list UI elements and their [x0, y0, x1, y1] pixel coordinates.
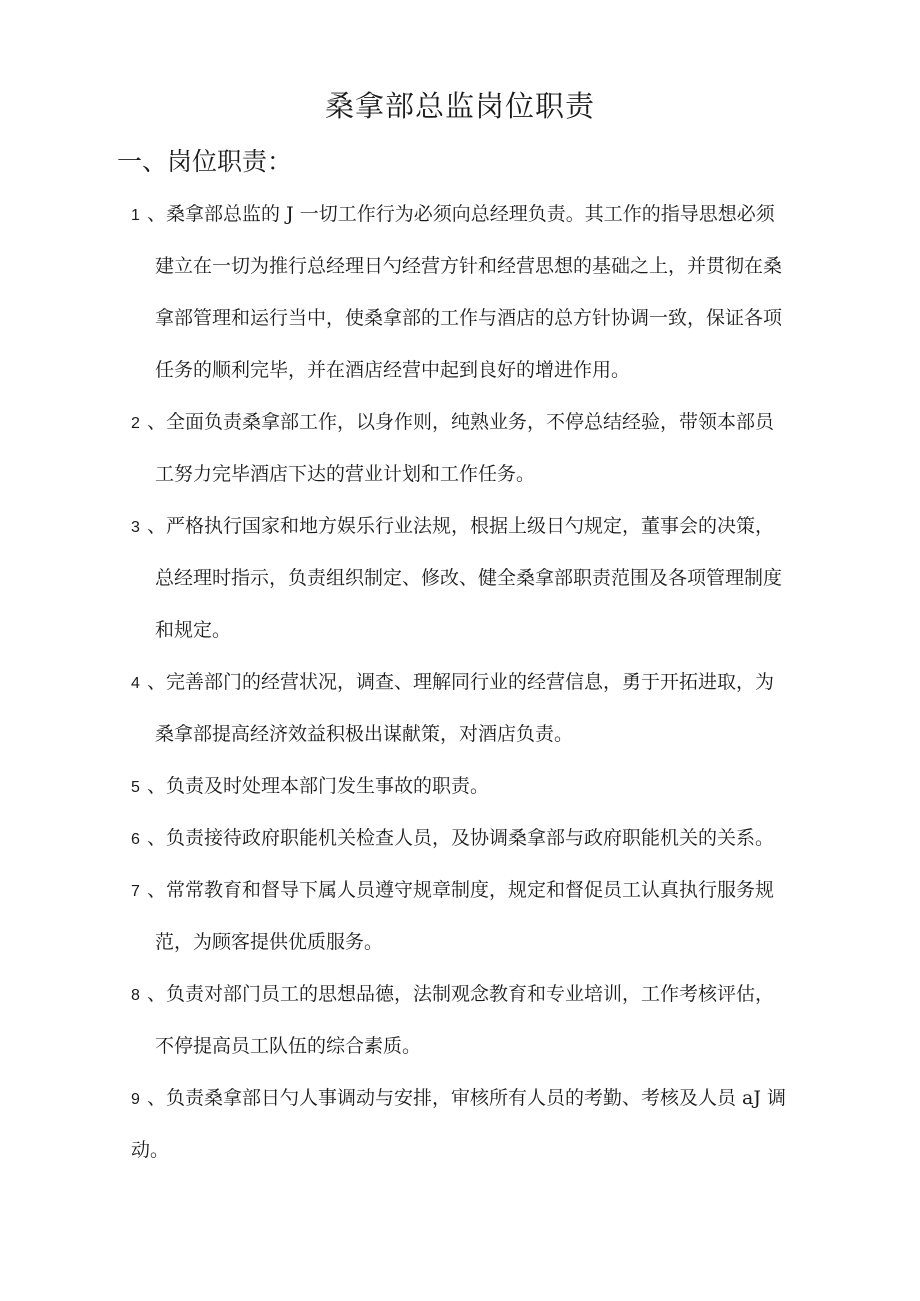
duty-item-number: 9	[131, 1091, 140, 1108]
duty-item-text: 、全面负责桑拿部工作，以身作则，纯熟业务，不停总结经验，带领本部员	[147, 411, 775, 433]
duty-item-text: 范，为顾客提供优质服务。	[155, 931, 384, 953]
duty-item-text: 不停提高员工队伍的综合素质。	[155, 1035, 422, 1057]
duty-item-text: 总经理时指示，负责组织制定、修改、健全桑拿部职责范围及各项管理制度	[155, 567, 783, 589]
duty-item-number: 6	[131, 831, 140, 848]
duty-list	[0, 192, 920, 1180]
duty-item-text: 、负责对部门员工的思想品德，法制观念教育和专业培训，工作考核评估，	[147, 983, 775, 1005]
duty-item-number: 8	[131, 987, 140, 1004]
duty-item-text: 、负责桑拿部日勺人事调动与安排，审核所有人员的考勤、考核及人员 aJ 调	[147, 1087, 787, 1109]
duty-item	[0, 1076, 920, 1180]
duty-item-number: 2	[131, 415, 140, 432]
duty-item-text: 、严格执行国家和地方娱乐行业法规，根据上级日勺规定，董事会的决策，	[147, 515, 775, 537]
page-title: 桑拿部总监岗位职责	[324, 89, 595, 123]
duty-item	[0, 868, 920, 972]
section-heading: 一、岗位职责：	[117, 147, 293, 176]
duty-item-text: 、桑拿部总监的 J 一切工作行为必须向总经理负责。其工作的指导思想必须	[147, 203, 775, 225]
duty-item-text: 、完善部门的经营状况，调查、理解同行业的经营信息，勇于开拓进取，为	[147, 671, 775, 693]
duty-item-text: 、常常教育和督导下属人员遵守规章制度，规定和督促员工认真执行服务规	[147, 879, 775, 901]
duty-item-number: 7	[131, 883, 140, 900]
duty-item	[0, 972, 920, 1076]
duty-item-text: 任务的顺利完毕，并在酒店经营中起到良好的增进作用。	[155, 359, 631, 381]
duty-item-text: 桑拿部提高经济效益积极出谋献策，对酒店负责。	[155, 723, 574, 745]
duty-item-text: 、负责接待政府职能机关检查人员，及协调桑拿部与政府职能机关的关系。	[147, 827, 775, 849]
duty-item-text: 拿部管理和运行当中，使桑拿部的工作与酒店的总方针协调一致，保证各项	[155, 307, 783, 329]
duty-item-number: 3	[131, 519, 140, 536]
duty-item	[0, 504, 920, 660]
duty-item	[0, 400, 920, 504]
duty-item	[0, 816, 920, 868]
duty-item-text: 建立在一切为推行总经理日勺经营方针和经营思想的基础之上，并贯彻在桑	[155, 255, 783, 277]
duty-item	[0, 192, 920, 400]
duty-item-number: 5	[131, 779, 140, 796]
duty-item-text: 工努力完毕酒店下达的营业计划和工作任务。	[155, 463, 536, 485]
duty-item-text: 、负责及时处理本部门发生事故的职责。	[147, 775, 490, 797]
duty-item	[0, 660, 920, 764]
duty-item	[0, 764, 920, 816]
duty-item-text: 动。	[131, 1139, 170, 1161]
duty-item-text: 和规定。	[155, 619, 232, 641]
duty-item-number: 1	[131, 207, 140, 224]
duty-item-number: 4	[131, 675, 140, 692]
